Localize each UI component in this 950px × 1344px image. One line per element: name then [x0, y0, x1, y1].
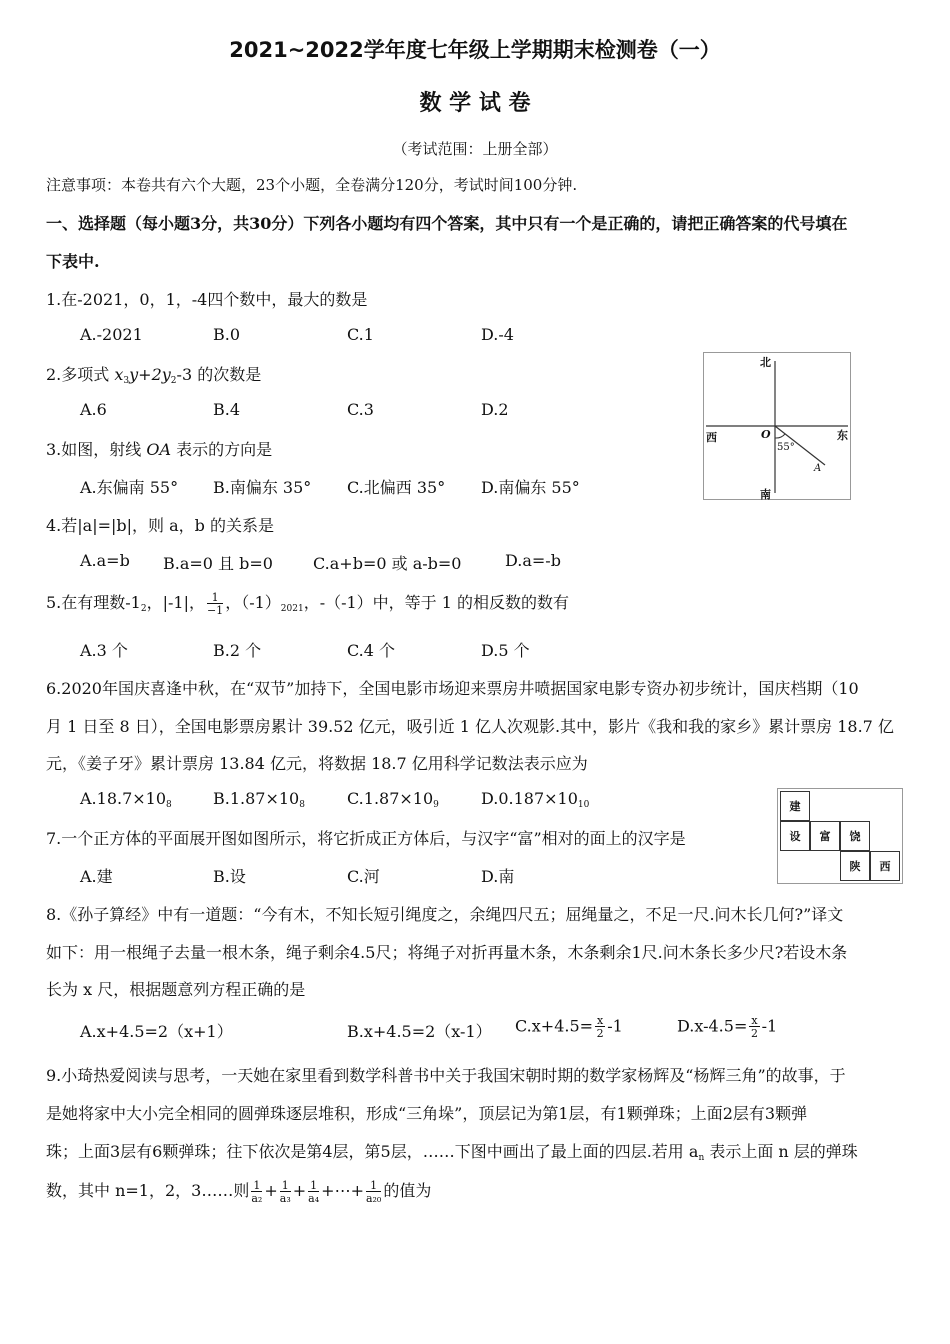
- q1-option-a[interactable]: A.-2021: [80, 325, 143, 344]
- net-cell-jian: 建: [780, 791, 810, 821]
- q5-stem: 5.在有理数$-1_2$，|-1|， $\frac{1}{-1}$ ，$(-1)_{2021}$，-（-1）中，等于 1 的相反数的数有: [46, 590, 570, 617]
- cube-net-figure: [777, 788, 903, 884]
- compass-angle-label: 55°: [777, 442, 795, 453]
- q6-option-b[interactable]: $B.1.87\times 10_8$: [213, 789, 305, 810]
- q3-stem: 3.如图，射线 OA 表示的方向是: [46, 440, 273, 459]
- q2-option-d[interactable]: D.2: [481, 400, 509, 419]
- compass-east-label: 东: [837, 429, 848, 442]
- q6-option-c[interactable]: $C.1.87\times 10_9$: [347, 789, 439, 810]
- compass-diagram: [704, 353, 850, 499]
- compass-figure: [703, 352, 851, 500]
- q8-line2: 如下：用一根绳子去量一根木条，绳子剩余4.5尺；将绳子对折再量木条，木条剩余1尺.问木条长多少尺?若设木条: [46, 943, 848, 962]
- net-cell-she: 设: [780, 821, 810, 851]
- q8-line1: 8.《孙子算经》中有一道题：“今有木，不知长短引绳度之，余绳四尺五；屈绳量之，不足一尺.问木长几何?”译文: [46, 905, 844, 924]
- q9-line2: 是她将家中大小完全相同的圆弹珠逐层堆积，形成“三角垛”，顶层记为第1层，有1颗弹珠；上面2层有3颗弹: [46, 1104, 808, 1123]
- q3-option-a[interactable]: A.东偏南 55°: [80, 478, 179, 497]
- q7-option-b[interactable]: B.设: [213, 867, 246, 886]
- q4-option-b[interactable]: B.a=0 且 b=0: [163, 554, 273, 573]
- q1-option-b[interactable]: B.0: [213, 325, 241, 344]
- q6-option-d[interactable]: $D.0.187\times 10_{10}$: [481, 789, 590, 810]
- q2-option-a[interactable]: A.6: [80, 400, 107, 419]
- q5-fraction: $\frac{1}{-1}$: [206, 590, 224, 617]
- q8-option-d[interactable]: D.x-4.5= $\frac{x}{2}$ -1: [677, 1014, 778, 1040]
- q9-line1: 9.小琦热爱阅读与思考，一天她在家里看到数学科普书中关于我国宋朝时期的数学家杨辉及“杨辉三角”的故事，于: [46, 1066, 846, 1085]
- q2-option-c[interactable]: C.3: [347, 400, 374, 419]
- q6-line3: 元，《姜子牙》累计票房 13.84 亿元，将数据 18.7 亿用科学记数法表示应为: [46, 754, 588, 773]
- q4-stem: 4.若|a|=|b|，则 a，b 的关系是: [46, 516, 274, 535]
- exam-scope: （考试范围：上册全部）: [392, 140, 558, 158]
- q6-line1: 6.2020年国庆喜逢中秋，在“双节”加持下，全国电影市场迎来票房井喷据国家电影专资办初步统计，国庆档期（10: [46, 679, 859, 698]
- q4-option-d[interactable]: D.a=-b: [505, 551, 561, 570]
- section1-line1: 一、选择题（每小题3分，共30分）下列各小题均有四个答案，其中只有一个是正确的，请把正确答案的代号填在: [46, 214, 848, 233]
- net-cell-fu: 富: [810, 821, 840, 851]
- page-title: 2021~2022学年度七年级上学期期末检测卷（一）: [229, 38, 721, 62]
- q1-option-c[interactable]: C.1: [347, 325, 374, 344]
- net-cell-shan: 陕: [840, 851, 870, 881]
- q6-option-a[interactable]: $A.18.7\times 10_8$: [80, 789, 172, 810]
- q6-line2: 月 1 日至 8 日），全国电影票房累计 39.52 亿元，吸引近 1 亿人次观影.其中，影片《我和我的家乡》累计票房 18.7 亿: [46, 717, 894, 736]
- subject-title: 数 学 试 卷: [419, 91, 531, 116]
- compass-north-label: 北: [760, 356, 771, 369]
- q1-option-d[interactable]: D.-4: [481, 325, 514, 344]
- q7-option-d[interactable]: D.南: [481, 867, 515, 886]
- q7-stem: 7.一个正方体的平面展开图如图所示，将它折成正方体后，与汉字“富”相对的面上的汉字是: [46, 829, 686, 848]
- q3-option-d[interactable]: D.南偏东 55°: [481, 478, 580, 497]
- q4-option-c[interactable]: C.a+b=0 或 a-b=0: [313, 554, 462, 573]
- q3-option-c[interactable]: C.北偏西 35°: [347, 478, 446, 497]
- q3-option-b[interactable]: B.南偏东 35°: [213, 478, 312, 497]
- q8-option-a[interactable]: A.x+4.5=2（x+1）: [80, 1022, 233, 1041]
- q9-line3: 珠；上面3层有6颗弹珠；往下依次是第4层，第5层，……下图中画出了最上面的四层.若用 $a_n$ 表示上面 n 层的弹珠: [46, 1142, 858, 1163]
- q7-option-a[interactable]: A.建: [80, 867, 113, 886]
- q8-option-b[interactable]: B.x+4.5=2（x-1）: [347, 1022, 492, 1041]
- net-cell-xi: 西: [870, 851, 900, 881]
- q5-option-a[interactable]: A.3 个: [80, 641, 128, 660]
- compass-origin-label: O: [761, 428, 771, 441]
- q5-option-c[interactable]: C.4 个: [347, 641, 396, 660]
- net-cell-rao: 饶: [840, 821, 870, 851]
- q7-option-c[interactable]: C.河: [347, 867, 380, 886]
- section1-line2: 下表中.: [46, 252, 100, 271]
- compass-south-label: 南: [760, 488, 771, 501]
- compass-point-label: A: [814, 463, 822, 474]
- q2-stem: 2.多项式 $x_3y+2y_2-3$ 的次数是: [46, 365, 262, 386]
- compass-west-label: 西: [706, 431, 717, 444]
- q8-option-c[interactable]: C.x+4.5= $\frac{x}{2}$ -1: [515, 1014, 623, 1040]
- q9-line4: 数，其中 n=1，2，3……则 $\frac{1}{\text{a₂}}$ + $\frac{1}{\text{a₃}}$ + $\frac{1}{\text{a₄}}$ +⋯+ $\frac{1}{\text{a₂₀}}$ 的值为: [46, 1178, 432, 1205]
- q5-option-d[interactable]: D.5 个: [481, 641, 530, 660]
- q1-stem: 1.在-2021，0，1，-4四个数中，最大的数是: [46, 290, 368, 309]
- q8-line3: 长为 x 尺，根据题意列方程正确的是: [46, 980, 306, 999]
- q4-option-a[interactable]: A.a=b: [80, 551, 130, 570]
- q5-option-b[interactable]: B.2 个: [213, 641, 262, 660]
- q2-option-b[interactable]: B.4: [213, 400, 241, 419]
- notice: 注意事项：本卷共有六个大题，23个小题，全卷满分120分，考试时间100分钟.: [46, 176, 578, 194]
